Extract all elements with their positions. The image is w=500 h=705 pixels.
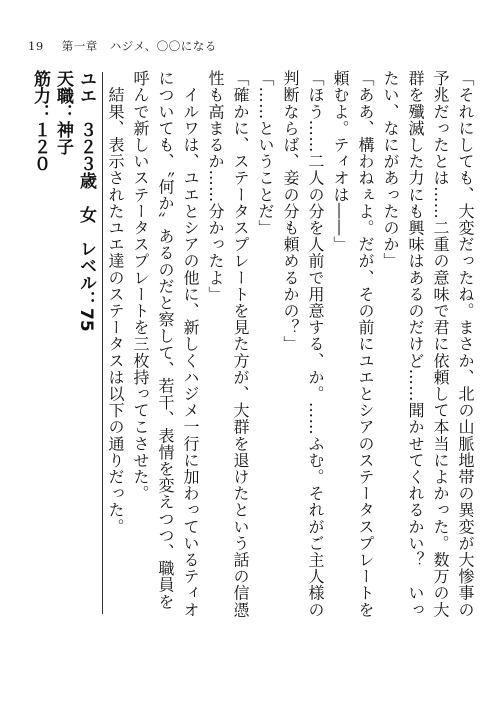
running-header [28,38,217,54]
status-line-strength: 筋力：１２０ [30,70,50,172]
chapter-title: 第一章 ハジメ、〇〇になる [61,39,217,53]
paragraph: 「それにしても、大変だったね。まさか、北の山脈地帯の異変が大惨事の予兆だったとは……二重の意味で君に依頼して本当によかった。数万の大群を殲滅した力にも興味はあるのだけど……聞かせてくれるかい？ いったい、なにがあったのか」 [381,70,475,618]
status-line-name-age-level: ユエ ３２３歳 女 レベル：75 [76,70,96,332]
paragraph: 「ああ、構わねぇよ。だが、その前にユエとシアのステータスプレートを頼むよ。ティオは――」 [331,70,375,618]
page-number: 19 [28,39,44,53]
paragraph: イルワは、ユエとシアの他に、新しくハジメ一行に加わっているティオについても、〝何か〟あるのだと察して、若干、表情を変えつつ、職員を呼んで新しいステータスプレートを三枚持ってこさせた。 [131,70,200,618]
paragraph: 「ほう……二人の分を人前で用意する、か。……ふむ。それがご主人様の判断ならば、妾の分も頼めるかの？」 [281,70,325,618]
body-text [106,70,478,618]
paragraph: 「確かに、ステータスプレートを見た方が、大群を退けたという話の信憑性も高まるか……分かったよ」 [206,70,250,618]
status-block [22,70,97,615]
paragraph: 「……ということだ」 [256,70,275,236]
paragraph: 結果、表示されたユエ達のステータスは以下の通りだった。 [106,70,125,535]
status-line-job: 天職：神子 [53,70,73,155]
status-divider [102,72,103,614]
